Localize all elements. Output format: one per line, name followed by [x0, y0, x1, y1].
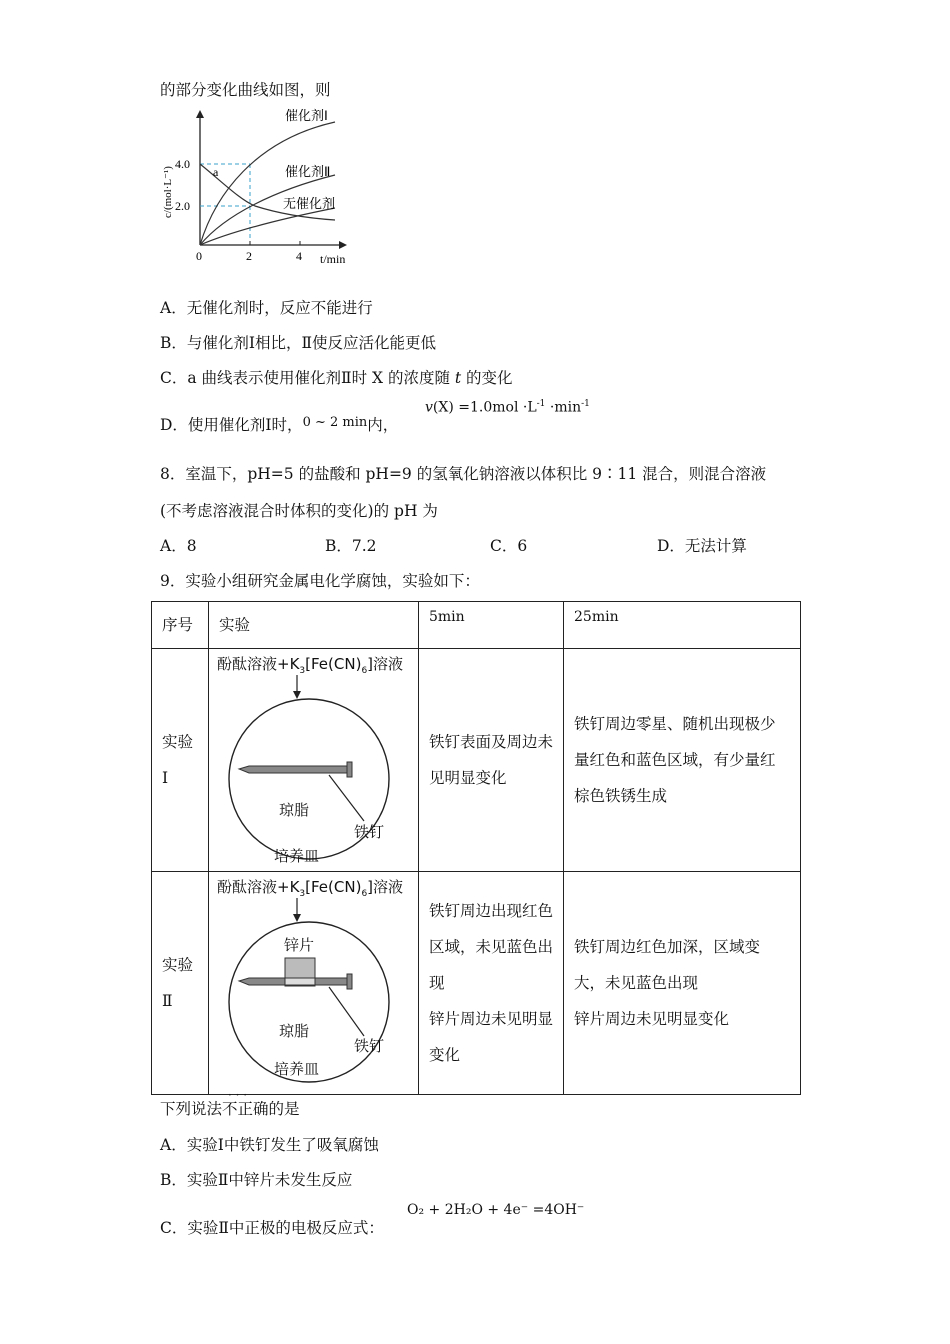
curve-no-catalyst	[200, 208, 335, 245]
q9-stem: 9．实验小组研究金属电化学腐蚀，实验如下：	[160, 572, 480, 590]
x-tick-4: 4	[296, 249, 302, 263]
y-axis-label: c/(mol·L⁻¹)	[162, 166, 174, 218]
row2-25min: 铁钉周边红色加深，区域变大，未见蓝色出现 锌片周边未见明显变化	[574, 938, 761, 1028]
x-tick-2: 2	[246, 249, 252, 263]
row1-5min: 铁钉表面及周边未见明显变化	[429, 733, 554, 787]
row1-25min: 铁钉周边零星、随机出现极少量红色和蓝色区域，有少量红棕色铁锈生成	[574, 715, 776, 805]
q7-option-d: D．使用催化剂Ⅰ时，$^{0 \sim 2 min}$内，	[160, 415, 399, 434]
nail-label-2: 铁钉	[354, 1037, 385, 1055]
q8-stem-line1: 8．室温下，pH=5 的盐酸和 pH=9 的氢氧化钠溶液以体积比 9∶11 混合，则混合溶液	[160, 465, 767, 483]
petri-dish-1	[209, 649, 418, 871]
header-5min: 5min	[429, 609, 465, 625]
q9-after-table: 下列说法不正确的是	[160, 1100, 300, 1118]
emphasis-dots: · · ·	[228, 1088, 248, 1102]
experiment-1-diagram	[209, 649, 418, 871]
x-axis-label: t/min	[320, 252, 346, 266]
dish-label-1: 培养皿	[274, 847, 320, 865]
row1-id: 实验 Ⅰ	[162, 733, 194, 787]
x-tick-0: 0	[196, 249, 202, 263]
row2-id: 实验 Ⅱ	[162, 956, 194, 1010]
q9-option-c-equation: O₂ + 2H₂O + 4e⁻ =4OH⁻	[407, 1202, 585, 1218]
q9-option-b: B．实验Ⅱ中锌片未发生反应	[160, 1171, 353, 1189]
q7-option-a: A．无催化剂时，反应不能进行	[160, 299, 373, 317]
q8-option-a: A．8	[160, 537, 197, 555]
zinc-label: 锌片	[284, 936, 315, 954]
q7-option-d-formula: $v(X) =1.0mol \cdot L^{-1} \cdot\min^{-1}$	[425, 399, 590, 416]
q7-option-c: C．a 曲线表示使用催化剂Ⅱ时 X 的浓度随 t 的变化	[160, 369, 513, 387]
curve-catalyst-1	[200, 122, 335, 245]
q9-option-c: C．实验Ⅱ中正极的电极反应式：	[160, 1219, 384, 1237]
label-curve-a: a	[213, 165, 219, 179]
agar-label-1: 琼脂	[279, 801, 310, 819]
q9-option-a: A．实验Ⅰ中铁钉发生了吸氧腐蚀	[160, 1136, 379, 1154]
q8-option-b: B．7.2	[325, 537, 377, 555]
experiment-2-diagram	[209, 872, 418, 1094]
header-id: 序号	[162, 616, 194, 634]
reagent-label-1: 酚酞溶液$+K_3[Fe(CN)_6]$溶液	[217, 655, 404, 676]
y-tick-2: 2.0	[175, 199, 190, 213]
q8-stem-line2: (不考虑溶液混合时体积的变化)的 pH 为	[160, 502, 438, 520]
label-catalyst-1: 催化剂Ⅰ	[285, 108, 328, 123]
experiment-table	[151, 601, 801, 1095]
label-no-catalyst: 无催化剂	[283, 196, 336, 211]
q7-stem-tail: 的部分变化曲线如图，则	[160, 81, 331, 99]
header-experiment: 实验	[219, 616, 251, 634]
nail-label-1: 铁钉	[354, 823, 385, 841]
row2-5min: 铁钉周边出现红色区域，未见蓝色出现 锌片周边未见明显变化	[429, 902, 554, 1064]
q8-option-c: C．6	[490, 537, 528, 555]
agar-label-2: 琼脂	[279, 1022, 310, 1040]
reagent-label-2: 酚酞溶液$+K_3[Fe(CN)_6]$溶液	[217, 878, 404, 899]
dish-label-2: 培养皿	[274, 1060, 320, 1078]
q7-option-b: B．与催化剂Ⅰ相比，Ⅱ使反应活化能更低	[160, 334, 437, 352]
header-25min: 25min	[574, 609, 619, 625]
y-tick-4: 4.0	[175, 157, 190, 171]
q8-option-d: D．无法计算	[657, 537, 747, 555]
concentration-time-graph	[155, 100, 365, 275]
label-catalyst-2: 催化剂Ⅱ	[285, 164, 331, 179]
